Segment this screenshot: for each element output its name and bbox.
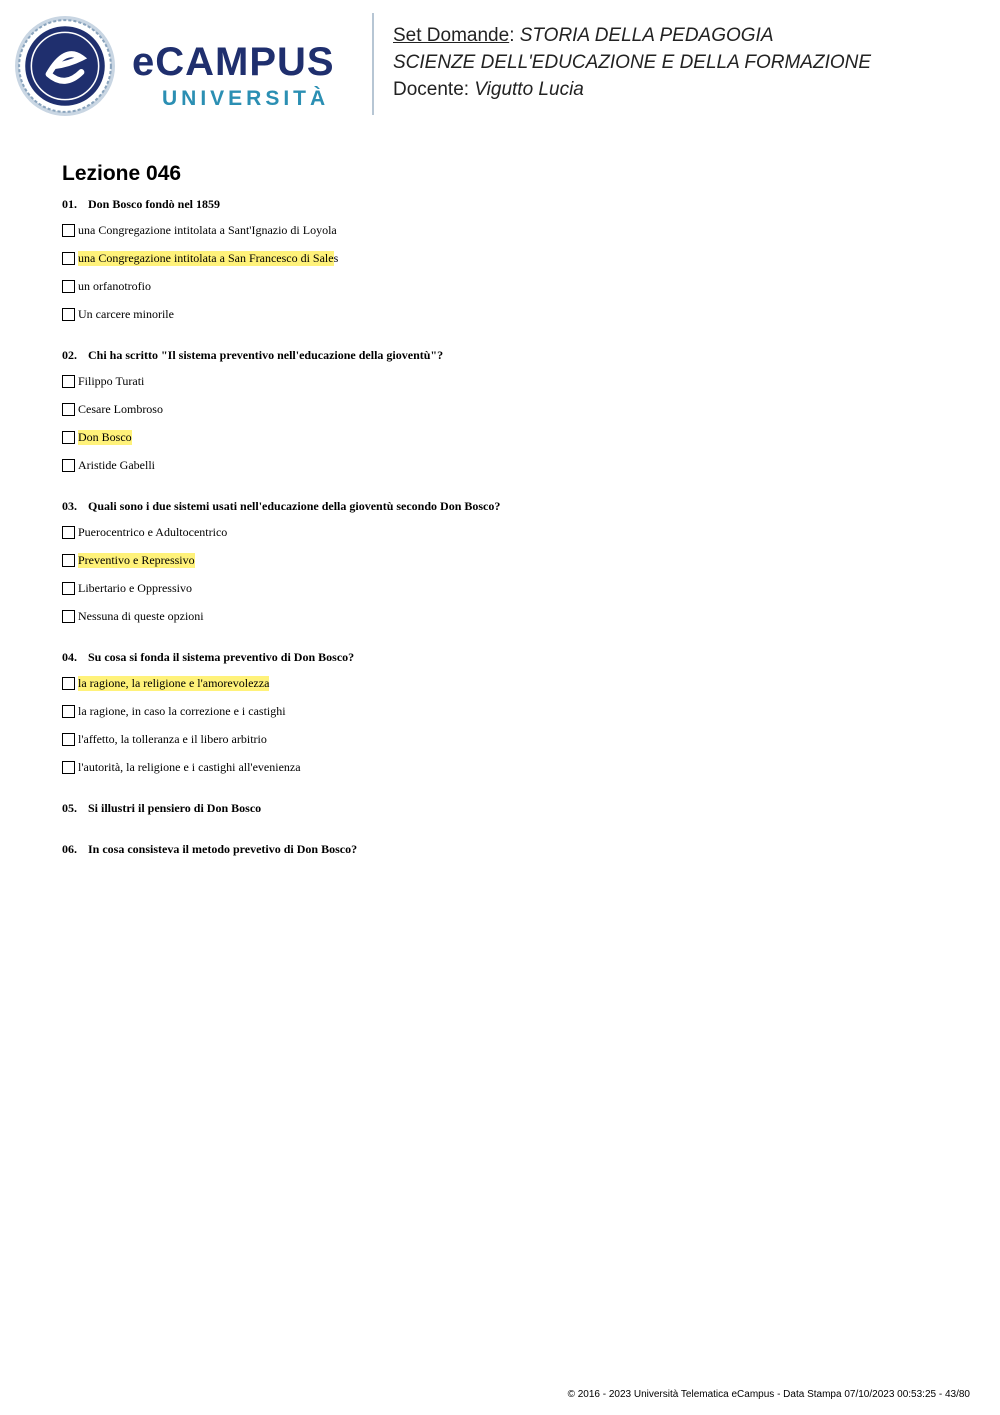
set-label: Set Domande xyxy=(393,25,510,46)
answer-list xyxy=(62,367,942,479)
page-footer: © 2016 - 2023 Università Telematica eCampus - Data Stampa 07/10/2023 00:53:25 - 43/80 xyxy=(567,1389,970,1400)
answer-text: Un carcere minorile xyxy=(78,306,174,321)
logo-wordmark: eCAMPUS xyxy=(132,40,335,84)
checkbox-icon[interactable] xyxy=(62,224,75,237)
checkbox-icon[interactable] xyxy=(62,705,75,718)
answer-text-highlighted: una Congregazione intitolata a San Francesco di Sale xyxy=(78,250,334,265)
ecampus-logo-icon xyxy=(14,15,116,117)
checkbox-icon[interactable] xyxy=(62,308,75,321)
question-block xyxy=(62,347,942,479)
answer-option[interactable] xyxy=(62,272,942,300)
header-divider xyxy=(372,13,374,115)
answer-option[interactable] xyxy=(62,367,942,395)
answer-option[interactable] xyxy=(62,669,942,697)
answer-option[interactable] xyxy=(62,753,942,781)
question-label: Su cosa si fonda il sistema preventivo di Don Bosco? xyxy=(88,650,355,664)
answer-text: Filippo Turati xyxy=(78,373,145,388)
checkbox-icon[interactable] xyxy=(62,610,75,623)
answer-text: un orfanotrofio xyxy=(78,278,151,293)
question-block xyxy=(62,800,942,816)
question-label: Quali sono i due sistemi usati nell'educazione della gioventù secondo Don Bosco? xyxy=(88,499,501,513)
checkbox-icon[interactable] xyxy=(62,582,75,595)
checkbox-icon[interactable] xyxy=(62,403,75,416)
answer-text-highlighted: la ragione, la religione e l'amorevolezza xyxy=(78,675,270,690)
header-info xyxy=(393,22,871,103)
answer-option[interactable] xyxy=(62,602,942,630)
question-number: 03. xyxy=(62,499,77,513)
question-label: In cosa consisteva il metodo prevetivo di Don Bosco? xyxy=(88,842,358,856)
answer-option[interactable] xyxy=(62,518,942,546)
answer-option[interactable] xyxy=(62,244,942,272)
teacher-line: Docente: Vigutto Lucia xyxy=(393,79,584,100)
course-name: SCIENZE DELL'EDUCAZIONE E DELLA FORMAZIONE xyxy=(393,52,872,73)
question-label: Chi ha scritto "Il sistema preventivo nell'educazione della gioventù"? xyxy=(88,348,444,362)
question-number: 04. xyxy=(62,650,77,664)
checkbox-icon[interactable] xyxy=(62,526,75,539)
answer-option[interactable] xyxy=(62,216,942,244)
answer-option[interactable] xyxy=(62,423,942,451)
answer-text: una Congregazione intitolata a Sant'Ignazio di Loyola xyxy=(78,222,337,237)
answer-text: Cesare Lombroso xyxy=(78,401,163,416)
checkbox-icon[interactable] xyxy=(62,459,75,472)
answer-text: Puerocentrico e Adultocentrico xyxy=(78,524,228,539)
teacher-name: Vigutto Lucia xyxy=(474,79,584,100)
answer-option[interactable] xyxy=(62,546,942,574)
set-title: STORIA DELLA PEDAGOGIA xyxy=(519,25,774,46)
question-block xyxy=(62,196,942,328)
answer-text-highlighted: Don Bosco xyxy=(78,429,132,444)
checkbox-icon[interactable] xyxy=(62,554,75,567)
checkbox-icon[interactable] xyxy=(62,431,75,444)
checkbox-icon[interactable] xyxy=(62,252,75,265)
question-number: 02. xyxy=(62,348,77,362)
question-text xyxy=(62,196,942,212)
answer-text: Nessuna di queste opzioni xyxy=(78,608,204,623)
answer-text: Aristide Gabelli xyxy=(78,457,155,472)
answer-text: l'affetto, la tolleranza e il libero arbitrio xyxy=(78,731,267,746)
answer-text-highlighted: Preventivo e Repressivo xyxy=(78,552,195,567)
question-block xyxy=(62,649,942,781)
question-label: Si illustri il pensiero di Don Bosco xyxy=(88,801,262,815)
checkbox-icon[interactable] xyxy=(62,733,75,746)
question-number: 01. xyxy=(62,197,77,211)
answer-text: la ragione, in caso la correzione e i castighi xyxy=(78,703,286,718)
answer-list xyxy=(62,518,942,630)
checkbox-icon[interactable] xyxy=(62,677,75,690)
answer-option[interactable] xyxy=(62,725,942,753)
answer-text: Libertario e Oppressivo xyxy=(78,580,192,595)
teacher-label: Docente xyxy=(393,79,464,100)
page-header xyxy=(0,0,1000,130)
question-label: Don Bosco fondò nel 1859 xyxy=(88,197,221,211)
answer-list xyxy=(62,216,942,328)
answer-option[interactable] xyxy=(62,300,942,328)
question-text xyxy=(62,649,942,665)
course-line xyxy=(393,49,871,76)
question-text xyxy=(62,841,942,857)
checkbox-icon[interactable] xyxy=(62,280,75,293)
question-number: 05. xyxy=(62,801,77,815)
answer-list xyxy=(62,669,942,781)
question-text xyxy=(62,800,942,816)
question-text xyxy=(62,347,942,363)
question-text xyxy=(62,498,942,514)
set-line: Set Domande: STORIA DELLA PEDAGOGIA xyxy=(393,25,774,46)
answer-option[interactable] xyxy=(62,395,942,423)
answer-text-rest: s xyxy=(333,250,339,265)
answer-option[interactable] xyxy=(62,697,942,725)
logo-subtext: UNIVERSITÀ xyxy=(162,87,330,110)
answer-option[interactable] xyxy=(62,574,942,602)
checkbox-icon[interactable] xyxy=(62,761,75,774)
checkbox-icon[interactable] xyxy=(62,375,75,388)
answer-option[interactable] xyxy=(62,451,942,479)
lesson-title: Lezione 046 xyxy=(62,162,182,185)
question-list xyxy=(62,196,942,882)
answer-text: l'autorità, la religione e i castighi all'evenienza xyxy=(78,759,301,774)
question-block xyxy=(62,498,942,630)
question-number: 06. xyxy=(62,842,77,856)
question-block xyxy=(62,841,942,857)
